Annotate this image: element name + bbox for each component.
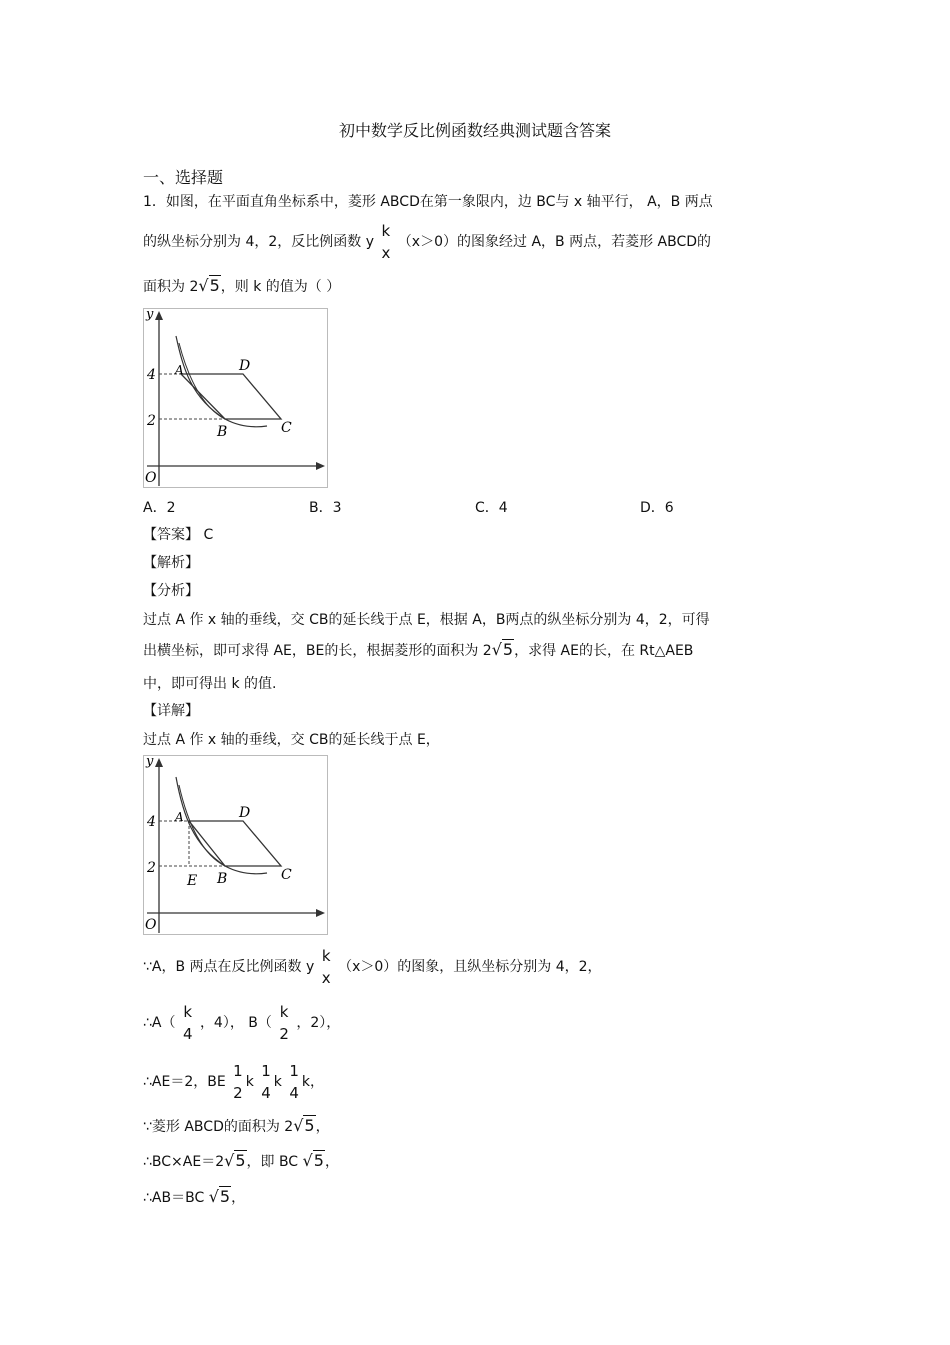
point-label-a: A [175,363,184,377]
question-line-2: 的纵坐标分别为 4，2，反比例函数 y k x （x＞0）的图象经过 A，B 两点，若菱形 ABCD的 [143,222,712,262]
question-line-3: 面积为 2√5，则 k 的值为（ ） [143,276,341,295]
point-label-b: B [217,871,228,887]
detail-line-7: ∴AB＝BC √5， [143,1187,246,1206]
fraction-1-over-2: 1 2 [233,1062,243,1102]
question-line-1: 1．如图，在平面直角坐标系中，菱形 ABCD在第一象限内，边 BC与 x 轴平行， A，B 两点 [143,194,713,210]
analysis-line-1: 过点 A 作 x 轴的垂线，交 CB的延长线于点 E，根据 A，B两点的纵坐标分别为 4，2，可得 [143,612,710,628]
point-label-b: B [217,424,228,440]
sqrt-5: √5 [491,640,514,659]
section-heading: 一、选择题 [143,168,224,187]
fraction-k-over-2: k 2 [279,1003,289,1043]
detail-line-4: ∴AE＝2，BE 1 2 k 1 4 k 1 4 k， [143,1062,325,1102]
answer-line: 【答案】 C [143,527,214,543]
xiangjie-heading: 【详解】 [143,703,199,719]
point-label-e: E [187,873,198,889]
sqrt-5: √5 [224,1151,246,1170]
point-label-c: C [281,420,292,436]
page-title: 初中数学反比例函数经典测试题含答案 [338,121,611,140]
tick-4: 4 [147,367,156,383]
origin-label: O [145,470,157,486]
fraction-1-over-4: 1 4 [261,1062,271,1102]
option-c: C．4 [475,500,508,516]
fraction-k-over-x: k x [321,947,331,987]
option-d: D．6 [640,500,674,516]
sqrt-5: √5 [293,1116,315,1135]
fraction-1-over-4: 1 4 [289,1062,299,1102]
point-label-a: A [175,810,184,824]
fraction-k-over-4: k 4 [182,1003,193,1043]
option-b: B．3 [309,500,342,516]
fraction-k-over-x: k x [381,222,391,262]
graph-figure-2 [143,755,328,935]
detail-line-6: ∴BC×AE＝2√5，即 BC √5， [143,1151,339,1170]
detail-line-3: ∴A（ k 4 ，4）， B（ k 2 ，2）， [143,1003,341,1043]
sqrt-5: √5 [302,1151,324,1170]
sqrt-5: √5 [208,1187,231,1206]
y-axis-label: y [146,308,154,322]
jiexi-heading: 【解析】 [143,555,199,571]
analysis-line-2: 出横坐标，即可求得 AE，BE的长，根据菱形的面积为 2√5，求得 AE的长，在 Rt△AEB [143,640,694,659]
tick-2: 2 [147,860,156,876]
graph-figure-1 [143,308,328,488]
fenxi-heading: 【分析】 [143,583,199,599]
point-label-d: D [239,358,251,374]
analysis-line-3: 中，即可得出 k 的值. [143,676,277,692]
detail-line-2: ∵A，B 两点在反比例函数 y k x （x＞0）的图象，且纵坐标分别为 4，2， [143,947,602,987]
origin-label: O [145,917,157,933]
detail-line-5: ∵菱形 ABCD的面积为 2√5， [143,1116,330,1135]
tick-4: 4 [147,814,156,830]
point-label-d: D [239,805,251,821]
y-axis-label: y [146,755,154,769]
tick-2: 2 [147,413,156,429]
detail-line-1: 过点 A 作 x 轴的垂线，交 CB的延长线于点 E， [143,732,440,748]
option-a: A．2 [143,500,176,516]
sqrt-5: √5 [198,276,220,295]
point-label-c: C [281,867,292,883]
